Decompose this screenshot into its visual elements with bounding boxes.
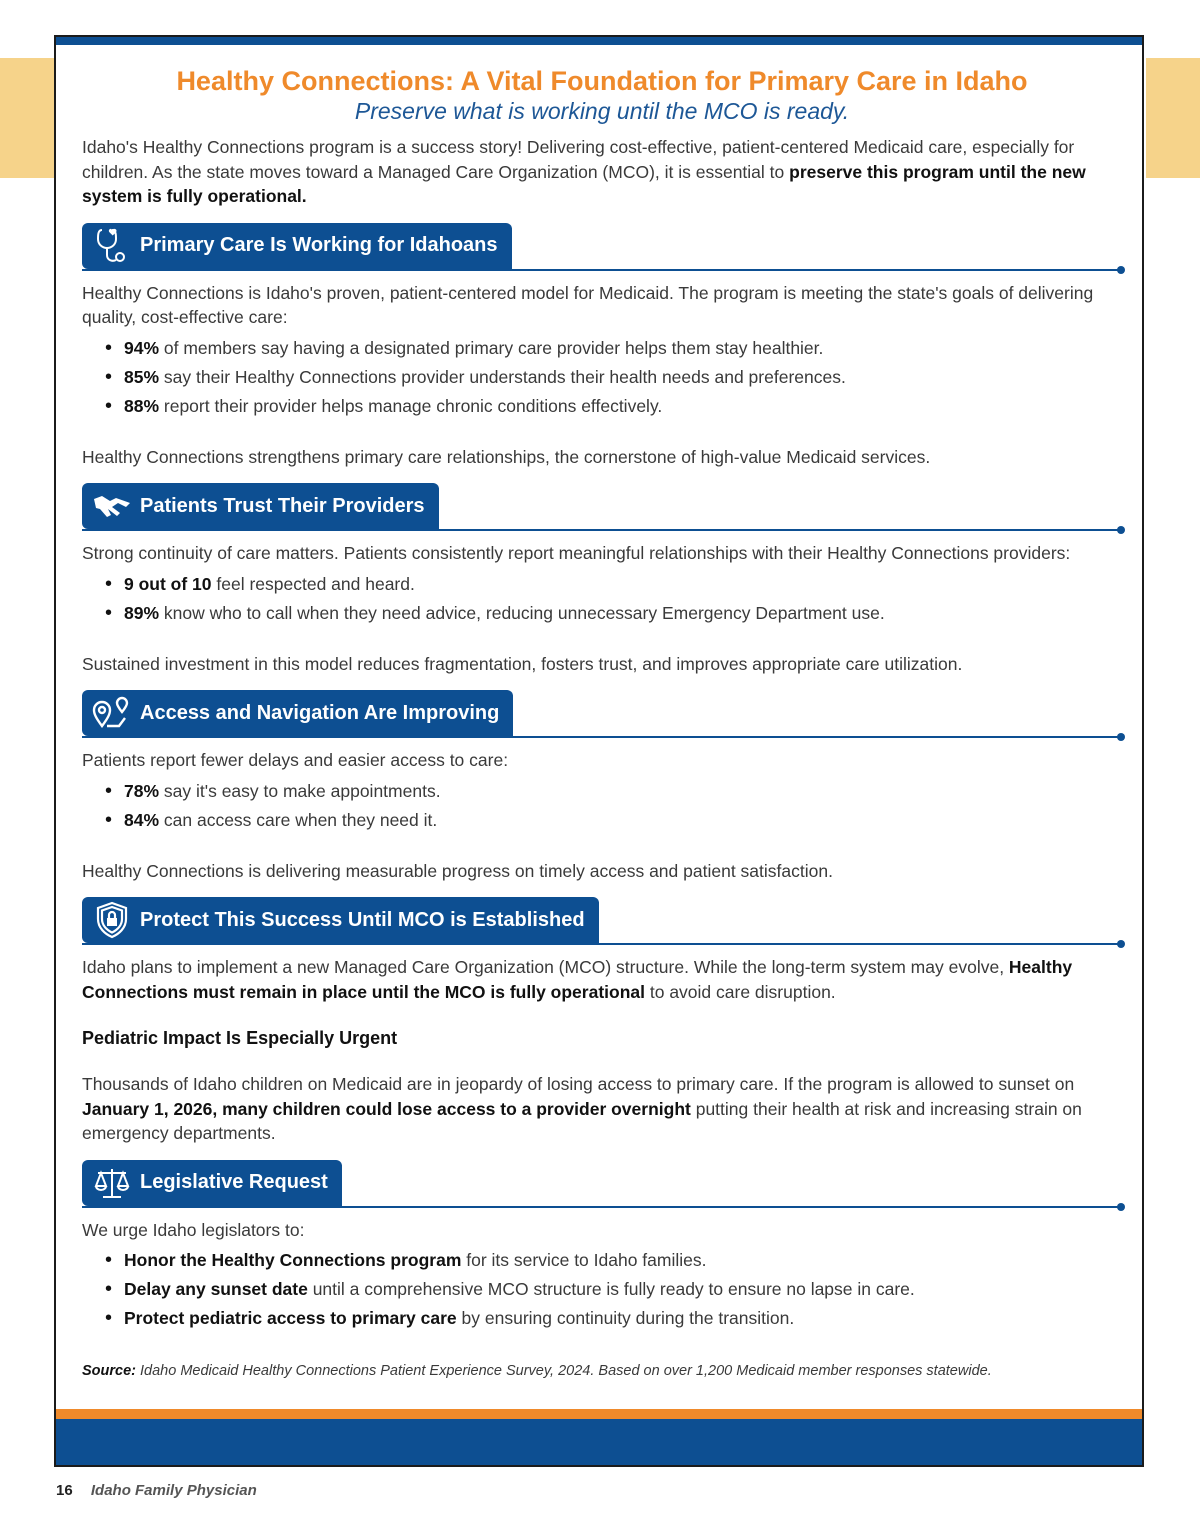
section-protect-header <box>82 897 1122 947</box>
section-closing: Sustained investment in this model reduces fragmentation, fosters trust, and improves appropriate care utilization. <box>82 653 963 674</box>
section-closing: Healthy Connections is delivering measurable progress on timely access and patient satisfaction. <box>82 860 833 881</box>
source-note: Source: Idaho Medicaid Healthy Connections Patient Experience Survey, 2024. Based on over 1,200 Medicaid member responses statewide. <box>82 1363 992 1379</box>
page-title: Healthy Connections: A Vital Foundation for Primary Care in Idaho <box>176 66 1028 96</box>
list-item: • Protect pediatric access to primary care by ensuring continuity during the transition. <box>124 1304 1122 1333</box>
page-subtitle: Preserve what is working until the MCO is ready. <box>354 98 850 124</box>
section-legislative-header <box>82 1160 1122 1210</box>
list-item: • 84% can access care when they need it. <box>124 806 1122 835</box>
page-number: 16 <box>56 1482 73 1499</box>
footer-orange-bar <box>56 1409 1142 1419</box>
right-accent-band <box>1146 58 1200 178</box>
section-rule-dot <box>1117 940 1125 948</box>
section-primary-care-header <box>82 223 1122 273</box>
section-access-header <box>82 690 1122 740</box>
list-item: • Honor the Healthy Connections program for its service to Idaho families. <box>124 1246 1122 1275</box>
map-pin-route-icon <box>90 693 134 733</box>
section-trust-header <box>82 483 1122 533</box>
section-pill <box>82 483 439 529</box>
list-item: • 89% know who to call when they need advice, reducing unnecessary Emergency Department use. <box>124 599 1122 628</box>
section-heading: Access and Navigation Are Improving <box>140 701 500 724</box>
section-pill <box>82 690 513 736</box>
section-pill <box>82 223 512 269</box>
section-pill <box>82 1160 342 1206</box>
section-lead: Patients report fewer delays and easier access to care: <box>82 750 509 770</box>
list-item: • 9 out of 10 feel respected and heard. <box>124 570 1122 599</box>
stats-list <box>82 334 1122 421</box>
section-heading: Protect This Success Until MCO is Established <box>140 908 585 931</box>
section-lead: Strong continuity of care matters. Patients consistently report meaningful relationships with their Healthy Connections providers: <box>82 543 1071 563</box>
list-item: • 94% of members say having a designated primary care provider helps them stay healthier. <box>124 334 1122 363</box>
section-rule <box>82 736 1122 738</box>
intro-paragraph: Idaho's Healthy Connections program is a success story! Delivering cost-effective, patient-centered Medicaid care, especially for children. As the state moves toward a Managed Care Organization (MCO), it is essential to preserve this program until the new system is fully operational. <box>82 137 1086 206</box>
pediatric-paragraph: Thousands of Idaho children on Medicaid are in jeopardy of losing access to primary care. If the program is allowed to sunset on January 1, 2026, many children could lose access to a provider overnight putting their health at risk and increasing strain on emergency departments. <box>82 1074 1082 1143</box>
list-item: • Delay any sunset date until a comprehensive MCO structure is fully ready to ensure no lapse in care. <box>124 1275 1122 1304</box>
left-accent-band <box>0 58 56 178</box>
section-closing: Healthy Connections strengthens primary care relationships, the cornerstone of high-value Medicaid services. <box>82 446 931 467</box>
stethoscope-icon <box>90 226 134 266</box>
section-heading: Patients Trust Their Providers <box>140 494 425 517</box>
stats-list <box>82 777 1122 835</box>
magazine-name: Idaho Family Physician <box>90 1482 257 1499</box>
page-footer <box>56 1482 257 1499</box>
section-rule-dot <box>1117 526 1125 534</box>
article-frame <box>54 35 1144 1467</box>
section-rule <box>82 1206 1122 1208</box>
section-pill <box>82 897 599 943</box>
section-rule-dot <box>1117 733 1125 741</box>
footer-blue-bar <box>56 1419 1142 1465</box>
section-lead: Idaho plans to implement a new Managed Care Organization (MCO) structure. While the long-term system may evolve, Healthy Connections must remain in place until the MCO is fully operational to avoid care disruption. <box>82 957 1073 1002</box>
request-list <box>82 1246 1122 1333</box>
stats-list <box>82 570 1122 628</box>
list-item: • 85% say their Healthy Connections provider understands their health needs and preferences. <box>124 363 1122 392</box>
list-item: • 78% say it's easy to make appointments. <box>124 777 1122 806</box>
section-heading: Legislative Request <box>140 1171 328 1193</box>
section-rule <box>82 943 1122 945</box>
section-lead: We urge Idaho legislators to: <box>82 1219 305 1240</box>
pediatric-subheading: Pediatric Impact Is Especially Urgent <box>82 1028 398 1048</box>
shield-lock-icon <box>90 900 134 940</box>
handshake-icon <box>90 486 134 526</box>
section-rule <box>82 529 1122 531</box>
section-rule <box>82 269 1122 271</box>
section-rule-dot <box>1117 266 1125 274</box>
section-rule-dot <box>1117 1203 1125 1211</box>
section-lead: Healthy Connections is Idaho's proven, patient-centered model for Medicaid. The program is meeting the state's goals of delivering quality, cost-effective care: <box>82 282 1094 327</box>
scales-icon <box>90 1163 134 1203</box>
article-content <box>82 65 1122 1381</box>
frame-top-bar <box>56 37 1142 45</box>
list-item: • 88% report their provider helps manage chronic conditions effectively. <box>124 392 1122 421</box>
section-heading: Primary Care Is Working for Idahoans <box>140 234 498 256</box>
